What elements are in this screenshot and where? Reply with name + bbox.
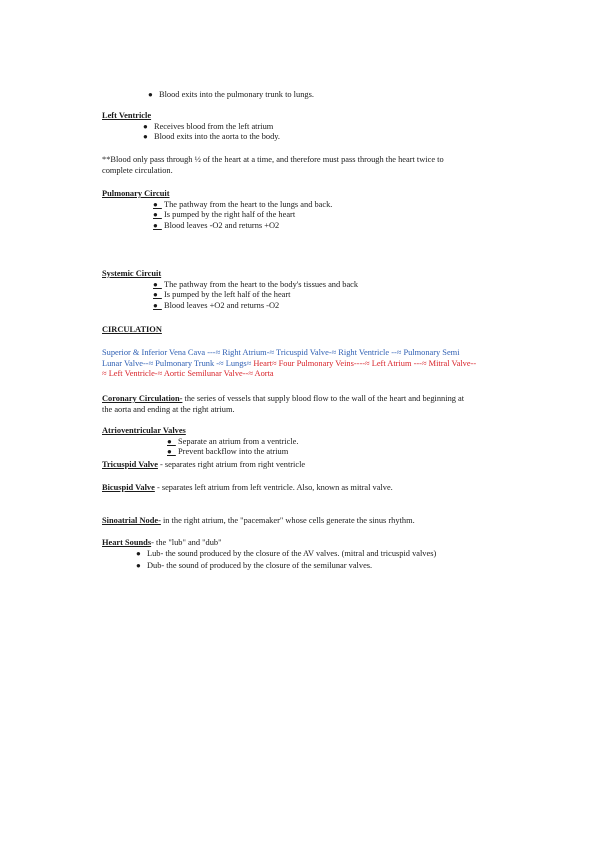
list-item-text: Receives blood from the left atrium	[154, 121, 274, 131]
list-item-text: Dub- the sound of produced by the closure of the semilunar valves.	[147, 561, 373, 571]
list-item	[153, 210, 474, 221]
term-label: Heart Sounds	[102, 538, 152, 547]
definition-paragraph	[102, 516, 482, 527]
list-item	[143, 132, 474, 143]
note-block	[102, 155, 464, 176]
av-valves-section	[102, 426, 474, 458]
bullet-icon: ●	[143, 132, 148, 142]
list-item-text: Blood exits into the pulmonary trunk to lungs.	[159, 90, 314, 99]
sinoatrial-node-block	[102, 516, 482, 527]
list-item	[153, 279, 474, 291]
heart-sounds-section	[102, 538, 474, 572]
circulation-heading-block	[102, 325, 474, 336]
list-item-text: Is pumped by the right half of the heart	[164, 210, 296, 220]
list-item-text: Is pumped by the left half of the heart	[164, 290, 291, 300]
tricuspid-valve-block	[102, 460, 474, 471]
list-item	[153, 220, 474, 232]
bullet-icon: ●	[167, 447, 176, 457]
term-label: Sinoatrial Node-	[102, 516, 161, 525]
systemic-circuit-section	[102, 269, 474, 311]
bullet-icon: ●	[153, 290, 162, 300]
bullet-icon: ●	[153, 210, 162, 220]
term-label: Coronary Circulation-	[102, 394, 183, 403]
list-item	[143, 121, 474, 133]
definition-text: the series of vessels that supply blood flow to the wall of the heart and beginning at the aorta and ending at the right atrium.	[102, 394, 465, 414]
bullet-icon: ●	[167, 436, 176, 446]
bullet-icon: ●	[153, 199, 162, 209]
list-item	[148, 90, 459, 101]
list-item	[153, 290, 474, 301]
section-heading: Systemic Circuit	[102, 269, 162, 278]
definition-paragraph	[102, 538, 474, 549]
term-label: Bicuspid Valve	[102, 483, 155, 492]
list-item	[167, 436, 474, 448]
bullet-icon: ●	[153, 220, 162, 230]
definition-paragraph	[102, 394, 472, 415]
list-item-text: Prevent backflow into the atrium	[178, 447, 289, 457]
bullet-icon: ●	[136, 561, 141, 571]
list-item-text: Blood leaves -O2 and returns +O2	[164, 220, 280, 230]
section-heading: Pulmonary Circuit	[102, 189, 170, 198]
definition-paragraph	[102, 483, 474, 494]
section-heading: CIRCULATION	[102, 325, 162, 334]
coronary-circulation-block	[102, 394, 472, 415]
bullet-icon: ●	[153, 279, 162, 289]
list-item-text: Blood exits into the aorta to the body.	[154, 132, 280, 142]
list-item	[136, 548, 447, 560]
definition-text: - separates left atrium from left ventricle. Also, known as mitral valve.	[154, 483, 393, 492]
bicuspid-valve-block	[102, 483, 474, 494]
left-ventricle-section	[102, 111, 474, 143]
bullet-icon: ●	[136, 548, 141, 558]
list-item-text: Blood leaves +O2 and returns -O2	[164, 300, 280, 310]
bullet-icon: ●	[153, 300, 162, 310]
list-item	[136, 561, 447, 572]
circulation-text	[102, 348, 477, 380]
bullet-icon: ●	[143, 121, 148, 131]
section-heading: Atrioventricular Valves	[102, 426, 186, 435]
list-item-text: The pathway from the heart to the lungs and back.	[164, 199, 333, 209]
deoxygenated-path-text: Superior & Inferior Vena Cava ---≈ Right Atrium-≈ Tricuspid Valve-≈ Right Ventricle --≈ Pulmonary Semi Lunar Valve--≈ Pulmonary Trunk -≈ Lungs≈	[102, 348, 460, 368]
pulmonary-circuit-section	[102, 189, 474, 231]
definition-text: - the "lub" and "dub"	[151, 538, 222, 547]
bullet-icon: ●	[148, 90, 153, 99]
list-item-text: Lub- the sound produced by the closure of the AV valves. (mitral and tricuspid valves)	[147, 548, 437, 558]
list-item	[167, 447, 474, 458]
definition-text: in the right atrium, the "pacemaker" whose cells generate the sinus rhythm.	[160, 516, 415, 525]
list-item-text: Separate an atrium from a ventricle.	[178, 436, 299, 446]
term-label: Tricuspid Valve	[102, 460, 158, 469]
list-item-text: The pathway from the heart to the body's tissues and back	[164, 279, 359, 289]
section-heading: Left Ventricle	[102, 111, 152, 120]
circulation-pathway	[102, 348, 477, 380]
definition-paragraph	[102, 460, 474, 471]
list-item	[153, 300, 474, 312]
definition-text: - separates right atrium from right ventricle	[157, 460, 306, 469]
note-text: **Blood only pass through ½ of the heart at a time, and therefore must pass through the heart twice to complete circulation.	[102, 155, 444, 175]
list-item	[153, 199, 474, 211]
top-bullet-block	[148, 90, 459, 101]
oxygenated-path-text: Heart≈ Four Pulmonary Veins----≈ Left Atrium ---≈ Mitral Valve--≈ Left Ventricle-≈ Aortic Semilunar Valve--≈ Aorta	[102, 358, 477, 379]
